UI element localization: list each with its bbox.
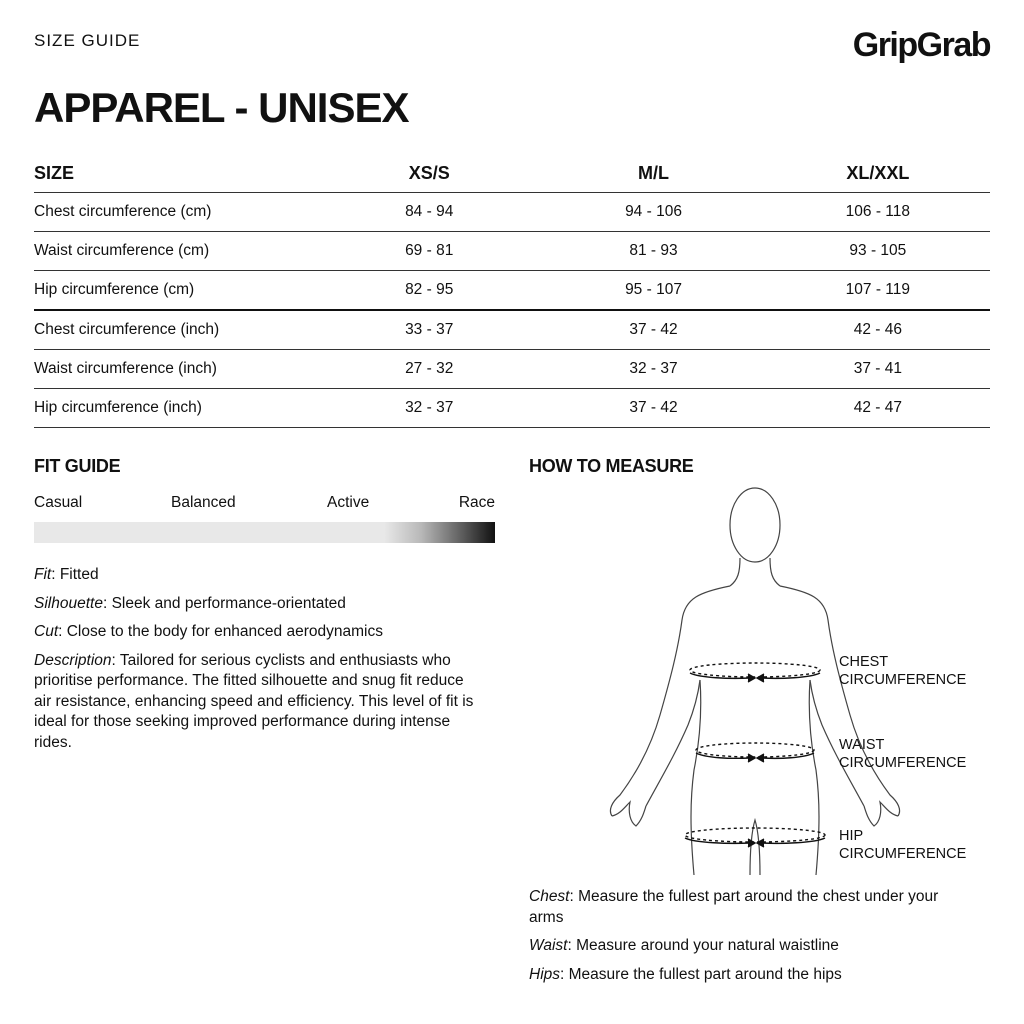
waist-label-2: CIRCUMFERENCE — [839, 755, 967, 771]
table-row — [34, 310, 990, 350]
table-cell: 95 - 107 — [541, 271, 765, 311]
table-cell: 42 - 46 — [766, 310, 990, 350]
measure-instructions — [529, 887, 969, 993]
measure-hips-instruction: Hips: Measure the fullest part around the hips — [529, 965, 842, 983]
hip-label-2: CIRCUMFERENCE — [839, 846, 967, 862]
table-cell: 107 - 119 — [766, 271, 990, 311]
table-header-row — [34, 155, 990, 193]
table-cell: 33 - 37 — [317, 310, 541, 350]
page-title: APPAREL - UNISEX — [34, 84, 409, 131]
fit-scale-labels — [34, 494, 495, 514]
table-cell: 84 - 94 — [317, 193, 541, 232]
waist-label: WAIST — [839, 737, 885, 753]
column-header-size: SIZE — [34, 155, 317, 193]
size-guide-eyebrow: SIZE GUIDE — [34, 31, 141, 50]
column-header-xs-s: XS/S — [317, 155, 541, 193]
fit-detail-description: Description: Tailored for serious cyclists and enthusiasts who prioritise performance. The fitted silhouette and snug fit reduce air resistance, enhancing speed and efficiency. This level of fit is ideal for those seeking improved performance during intense rides. — [34, 651, 474, 751]
table-cell: 42 - 47 — [766, 389, 990, 428]
chest-label: CHEST — [839, 654, 889, 670]
column-header-xl-xxl: XL/XXL — [766, 155, 990, 193]
size-table — [34, 155, 990, 428]
how-to-measure-heading: HOW TO MEASURE — [529, 456, 694, 476]
table-row — [34, 389, 990, 428]
measure-chest-instruction: Chest: Measure the fullest part around the chest under your arms — [529, 888, 939, 926]
table-cell: 69 - 81 — [317, 232, 541, 271]
fit-scale-balanced: Balanced — [171, 494, 236, 511]
chest-measure-icon — [690, 663, 820, 682]
row-label: Chest circumference (cm) — [34, 193, 317, 232]
table-cell: 94 - 106 — [541, 193, 765, 232]
fit-scale-active: Active — [327, 494, 370, 511]
table-row — [34, 350, 990, 389]
fit-scale-casual: Casual — [34, 494, 83, 511]
table-cell: 81 - 93 — [541, 232, 765, 271]
table-cell: 82 - 95 — [317, 271, 541, 311]
fit-scale-gradient-bar — [34, 522, 495, 543]
table-row — [34, 271, 990, 311]
row-label: Chest circumference (inch) — [34, 310, 317, 350]
row-label: Waist circumference (cm) — [34, 232, 317, 271]
fit-detail-fit: Fit: Fitted — [34, 566, 99, 583]
chest-label-2: CIRCUMFERENCE — [839, 672, 967, 688]
table-cell: 32 - 37 — [541, 350, 765, 389]
fit-detail-silhouette: Silhouette: Sleek and performance-orientated — [34, 594, 346, 612]
fit-detail-cut: Cut: Close to the body for enhanced aerodynamics — [34, 623, 383, 640]
table-cell: 32 - 37 — [317, 389, 541, 428]
row-label: Hip circumference (inch) — [34, 389, 317, 428]
hip-label: HIP — [839, 828, 864, 844]
measure-waist-instruction: Waist: Measure around your natural waistline — [529, 937, 839, 954]
waist-measure-icon — [696, 743, 814, 762]
table-cell: 27 - 32 — [317, 350, 541, 389]
fit-guide-details — [34, 565, 484, 761]
table-cell: 93 - 105 — [766, 232, 990, 271]
hip-measure-icon — [685, 828, 825, 847]
brand-logo: GripGrab — [852, 26, 990, 64]
row-label: Hip circumference (cm) — [34, 271, 317, 311]
row-label: Waist circumference (inch) — [34, 350, 317, 389]
body-measurement-diagram — [590, 480, 990, 880]
table-row — [34, 232, 990, 271]
table-row — [34, 193, 990, 232]
column-header-m-l: M/L — [541, 155, 765, 193]
fit-scale-race: Race — [458, 494, 495, 511]
fit-guide-heading: FIT GUIDE — [34, 456, 121, 476]
table-cell: 106 - 118 — [766, 193, 990, 232]
table-cell: 37 - 42 — [541, 310, 765, 350]
table-cell: 37 - 42 — [541, 389, 765, 428]
table-cell: 37 - 41 — [766, 350, 990, 389]
